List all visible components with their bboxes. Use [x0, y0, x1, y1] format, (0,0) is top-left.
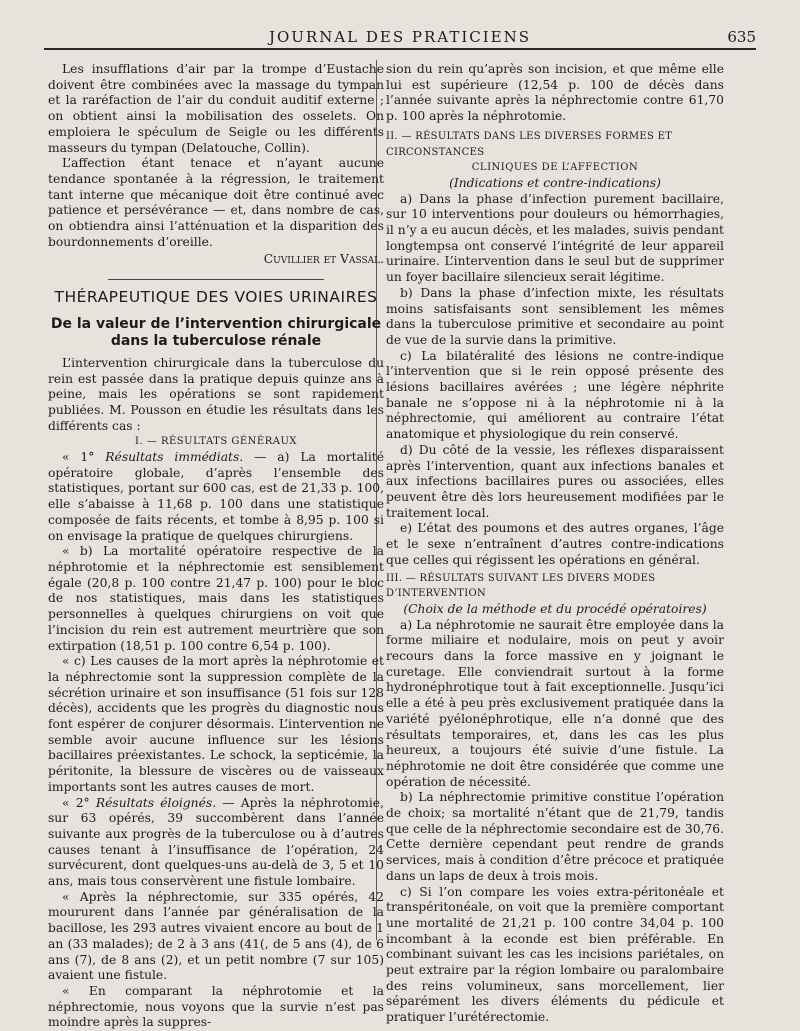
paragraph: c) Si l’on compare les voies extra-péritonéale et transpéritonéale, on voit que la première comportant une mortalité de 21,21 p. 100 contre 34,04 p. 100 incombant à la econde est bien préférable. En combinant suivant les cas les incisions pariétales, on peut extraire par la région lombaire ou paralombaire des reins volumineux, sans morcellement, lier séparément les divers éléments du pédicule et pratiquer l’urétérectomie. — [386, 884, 724, 1025]
paragraph: a) Dans la phase d’infection purement bacillaire, sur 10 interventions pour douleurs ou hémorrhagies, il n’y a eu aucun décès, et les malades, suivis pendant longtempsa ont conservé l’intégrité de leur appareil urinaire. L’intervention dans le seul but de supprimer un foyer bacillaire silencieux serait légitime. — [386, 191, 724, 285]
section-title: THÉRAPEUTIQUE DES VOIES URINAIRES — [54, 288, 378, 307]
subheading: CLINIQUES DE L’AFFECTION — [471, 162, 639, 174]
subheading: I. — RÉSULTATS GÉNÉRAUX — [134, 436, 298, 448]
running-header — [44, 24, 756, 50]
paragraph: L’affection étant tenace et n’ayant aucune tendance spontanée à la régression, le traitement tant interne que mécanique doit être continué avec patience et persévérance — et, dans nombre de cas, on obtiendra ainsi l’atténuation et la disparition des bourdonnements d’oreille. — [48, 156, 384, 249]
subheading: II. — RÉSULTATS DANS LES DIVERSES FORMES ET CIRCONSTANCES — [386, 130, 673, 158]
paragraph: a) La néphrotomie ne saurait être employée dans la forme miliaire et nodulaire, mois on peut y avoir recours dans la force massive en y joignant le curetage. Elle conviendrait surtout à la forme hydronéphrotique tout à fait exceptionnelle. Jusqu’ici elle a été à peu près exclusivement pratiquée dans la variété pyélonéphrotique, elle n’a donné que des résultats temporaires, et, dans les cas les plus heureux, a toujours été suivie d’une fistule. La néphrotomie ne doit être considérée que comme une opération de nécessité. — [386, 617, 724, 789]
paragraph: « b) La mortalité opératoire respective de la néphrotomie et la néphrectomie est sensiblement égale (20,8 p. 100 contre 21,47 p. 100) pour le bloc de nos statistiques, mais dans les statistiques personnelles à quelques chirurgiens on voit que l’incision du rein est autrement meurtrière que son extirpation (18,51 p. 100 contre 6,54 p. 100). — [48, 544, 384, 653]
paragraph: b) Dans la phase d’infection mixte, les résultats moins satisfaisants sont sensiblement les mêmes dans la tuberculose primitive et secondaire au point de vue de la survie dans la primitive. — [386, 285, 724, 347]
text-run: — Après la néphrotomie, sur 63 opérés, 39 succombèrent dans l’année suivante aux progrès de la tuberculose ou à d’autres causes tenant à l’insuffisance de l’opération, 24 survécurent, dont quelques-uns au-delà de 3, 5 et 10 ans, mais tous conservèrent une fistule lombaire. — [48, 795, 384, 889]
text-run: — a) La mortalité opératoire globale, d’après l’ensemble des statistiques, portant sur 600 cas, est de 21,33 p. 100, elle s’abaisse à 11,68 p. 100 dans une statistique composée de faits récents, et tombe à 8,95 p. 100 si on envisage la pratique de quelques chirurgiens. — [48, 450, 385, 543]
text-run: « 1° — [62, 450, 106, 465]
left-column — [48, 62, 384, 1031]
right-column — [386, 62, 724, 1026]
section-rule — [108, 279, 324, 280]
paragraph: c) La bilatéralité des lésions ne contre-indique l’intervention que si le rein opposé présente des lésions bacillaires avérées ; une légère néphrite banale ne s’oppose ni à la néphrotomie ni à la néphrectomie, qui améliorent au contraire l’état anatomique et physiologique du rein conservé. — [386, 348, 724, 442]
article-title: De la valeur de l’intervention chirurgicale dans la tuberculose rénale — [50, 315, 382, 349]
paragraph: L’intervention chirurgicale dans la tuberculose du rein est passée dans la pratique depuis quinze ans à peine, mais les opérations se sont rapidement publiées. M. Pousson en étudie les résultats dans les différents cas : — [48, 355, 384, 433]
subheading-italic: (Indications et contre-indications) — [449, 175, 661, 190]
paragraph: sion du rein qu’après son incision, et que même elle lui est supérieure (12,54 p. 100 de décès dans l’année suivante après la néphrectomie contre 61,70 p. 100 après la néphrotomie. — [386, 62, 724, 124]
italic-run: Résultats immédiats. — [105, 450, 244, 465]
paragraph: d) Du côté de la vessie, les réflexes disparaissent après l’intervention, quant aux infections banales et aux infections bacillaires pures ou associées, elles peuvent être dès lors heureusement modifiées par le traitement local. — [386, 442, 724, 520]
paragraph: « c) Les causes de la mort après la néphrotomie et la néphrectomie sont la suppression complète de la sécrétion urinaire et son insuffisance (51 fois sur 128 décès), accidents que les progrès du diagnostic nous font espérer de conjurer désormais. L’intervention ne semble avoir aucune influence sur les lésions bacillaires préexistantes. Le schock, la septicémie, la péritonite, la blessure de viscères ou de vaisseaux importants sont les autres causes de mort. — [48, 654, 384, 794]
subheading-italic: (Choix de la méthode et du procédé opératoires) — [403, 601, 707, 616]
paragraph: b) La néphrectomie primitive constitue l’opération de choix; sa mortalité n’étant que de 21,79, tandis que celle de la néphrectomie secondaire est de 30,76. Cette dernière cependant peut rendre de grands services, mais à condition d’être précoce et pratiquée dans un laps de deux à trois mois. — [386, 790, 724, 883]
page-number: 635 — [727, 28, 756, 46]
paragraph — [48, 450, 384, 544]
subheading: III. — RÉSULTATS SUIVANT LES DIVERS MODES D’INTERVENTION — [386, 572, 656, 600]
paragraph: « Après la néphrectomie, sur 335 opérés, 42 moururent dans l’année par généralisation de la bacillose, les 293 autres vivaient encore au bout de 1 an (33 malades); de 2 à 3 ans (41(, de 5 ans (4), de 6 ans (7), de 8 ans (2), et un petit nombre (7 sur 105) avaient une fistule. — [48, 889, 384, 983]
signature: Cuvillier et Vassal. — [263, 252, 384, 267]
paragraph — [48, 796, 384, 890]
paragraph: Les insufflations d’air par la trompe d’Eustache doivent être combinées avec la massage du tympan et la raréfaction de l’air du conduit auditif externe ; on obtient ainsi la mobilisation des osselets. On emploiera le spéculum de Seigle ou les différents masseurs du tympan (Delatouche, Collin). — [48, 62, 384, 155]
paragraph: e) L’état des poumons et des autres organes, l’âge et le sexe n’entraînent d’autres contre-indications que celles qui régissent les opérations en général. — [386, 521, 724, 567]
paragraph: « En comparant la néphrotomie et la néphrectomie, nous voyons que la survie n’est pas moindre après la suppres- — [48, 983, 384, 1030]
italic-run: Résultats éloignés. — [95, 795, 217, 810]
journal-title: JOURNAL DES PRATICIENS — [268, 28, 532, 46]
text-run: « 2° — [62, 795, 96, 810]
